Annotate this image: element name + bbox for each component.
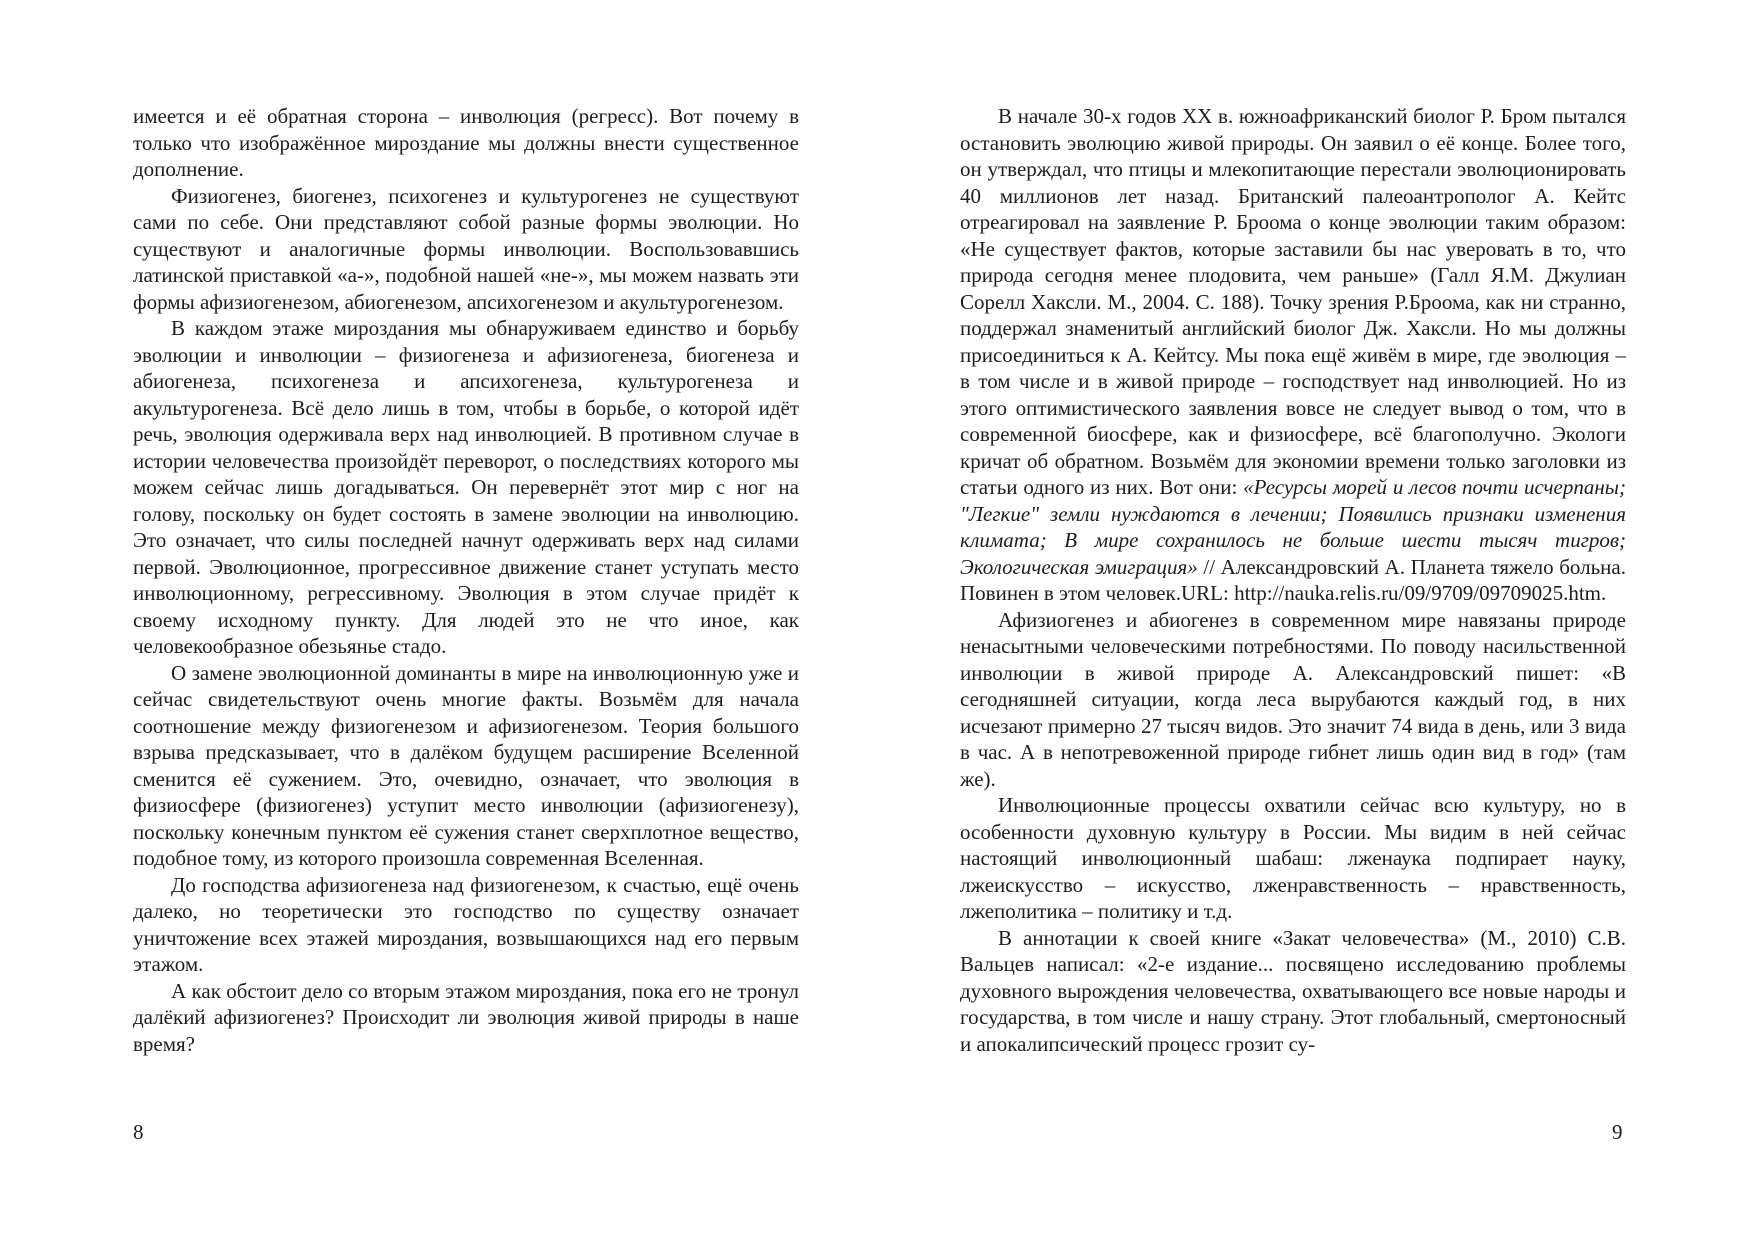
- right-paragraph-2: Афизиогенез и абиогенез в современном мире навязаны природе ненасытными человеческими потребностями. По поводу насильственной инволюции в живой природе А. Александровский пишет: «В сегодняшней ситуации, когда леса вырубаются каждый год, в них исчезают примерно 27 тысяч видов. Это значит 74 вида в день, или 3 вида в час. А в непотревоженной природе гибнет лишь один вид в год» (там же).: [960, 607, 1626, 791]
- right-paragraph-1-reference: // Александровский А. Планета тяжело больна. Повинен в этом человек.URL: http://nauka.relis.ru/09/9709/09709025.htm.: [960, 554, 1626, 605]
- left-paragraph-5: До господства афизиогенеза над физиогенезом, к счастью, ещё очень далеко, но теоретически это господство по существу означает уничтожение всех этажей мироздания, возвышающихся над его первым этажом.: [133, 872, 799, 976]
- left-paragraph-4: О замене эволюционной доминанты в мире на инволюционную уже и сейчас свидетельствуют очень многие факты. Возьмём для начала соотношение между физиогенезом и афизиогенезом. Теория большого взрыва предсказывает, что в далёком будущем расширение Вселенной сменится её сужением. Это, очевидно, означает, что эволюция в физиосфере (физиогенез) уступит место инволюции (афизиогенезу), поскольку конечным пунктом её сужения станет сверхплотное вещество, подобное тому, из которого произошла современная Вселенная.: [133, 660, 799, 870]
- left-page: [133, 103, 799, 1057]
- left-paragraph-3: В каждом этаже мироздания мы обнаруживаем единство и борьбу эволюции и инволюции – физиогенеза и афизиогенеза, биогенеза и абиогенеза, психогенеза и апсихогенеза, культурогенеза и акультурогенеза. Всё дело лишь в том, чтобы в борьбе, о которой идёт речь, эволюция одерживала верх над инволюцией. В противном случае в истории человечества произойдёт переворот, о последствиях которого мы можем сейчас лишь догадываться. Он перевернёт этот мир с ног на голову, поскольку он будет состоять в замене эволюции на инволюцию. Это означает, что силы последней начнут одерживать верх над силами первой. Эволюционное, прогрессивное движение станет уступать место инволюционному, регрессивному. Эволюция в этом случае придёт к своему исходному пункту. Для людей это не что иное, как человекообразное обезьянье стадо.: [133, 316, 799, 658]
- left-paragraph-6: А как обстоит дело со вторым этажом мироздания, пока его не тронул далёкий афизиогенез? Происходит ли эволюция живой природы в наше время?: [133, 978, 799, 1056]
- left-paragraph-2: Физиогенез, биогенез, психогенез и культурогенез не существуют сами по себе. Они представляют собой разные формы эволюции. Но существуют и аналогичные формы инволюции. Воспользовавшись латинской приставкой «а-», подобной нашей «не-», мы можем назвать эти формы афизиогенезом, абиогенезом, апсихогенезом и акультурогенезом.: [133, 183, 799, 314]
- right-paragraph-1-text: В начале 30-х годов XX в. южноафриканский биолог Р. Бром пытался остановить эволюцию живой природы. Он заявил о её конце. Более того, он утверждал, что птицы и млекопитающие перестали эволюционировать 40 миллионов лет назад. Британский палеоантрополог А. Кейтс отреагировал на заявление Р. Броома о конце эволюции таким образом: «Не существует фактов, которые заставили бы нас уверовать в то, что природа сегодня менее плодовита, чем раньше» (Галл Я.М. Джулиан Сорелл Хаксли. М., 2004. С. 188). Точку зрения Р.Броома, как ни странно, поддержал знаменитый английский биолог Дж. Хаксли. Но мы должны присоединиться к А. Кейтсу. Мы пока ещё живём в мире, где эволюция – в том числе и в живой природе – господствует над инволюцией. Но из этого оптимистического заявления вовсе не следует вывод о том, что в современной биосфере, как и физиосфере, всё благополучно. Экологи кричат об обратном. Возьмём для экономии времени только заголовки из статьи одного из них. Вот они:: [960, 104, 1626, 499]
- right-page-number: 9: [1612, 1120, 1623, 1144]
- left-page-number: 8: [133, 1120, 144, 1144]
- left-paragraph-1: имеется и её обратная сторона – инволюция (регресс). Вот почему в только что изображённое мироздание мы должны внести существенное дополнение.: [133, 104, 799, 181]
- right-paragraph-1: [960, 103, 1626, 607]
- right-page: [960, 103, 1626, 1057]
- right-paragraph-4: В аннотации к своей книге «Закат человечества» (М., 2010) С.В. Вальцев написал: «2-е издание... посвящено исследованию проблемы духовного вырождения человечества, охватывающего все новые народы и государства, в том числе и нашу страну. Этот глобальный, смертоносный и апокалипсический процесс грозит су-: [960, 925, 1626, 1056]
- headlines-quote: «Ресурсы морей и лесов почти исчерпаны; "Легкие" земли нуждаются в лечении; Появились признаки изменения климата; В мире сохранилось не больше шести тысяч тигров; Экологическая эмиграция»: [960, 475, 1626, 579]
- right-paragraph-3: Инволюционные процессы охватили сейчас всю культуру, но в особенности духовную культуру в России. Мы видим в ней сейчас настоящий инволюционный шабаш: лженаука подпирает науку, лжеискусство – искусство, лженравственность – нравственность, лжеполитика – политику и т.д.: [960, 793, 1626, 923]
